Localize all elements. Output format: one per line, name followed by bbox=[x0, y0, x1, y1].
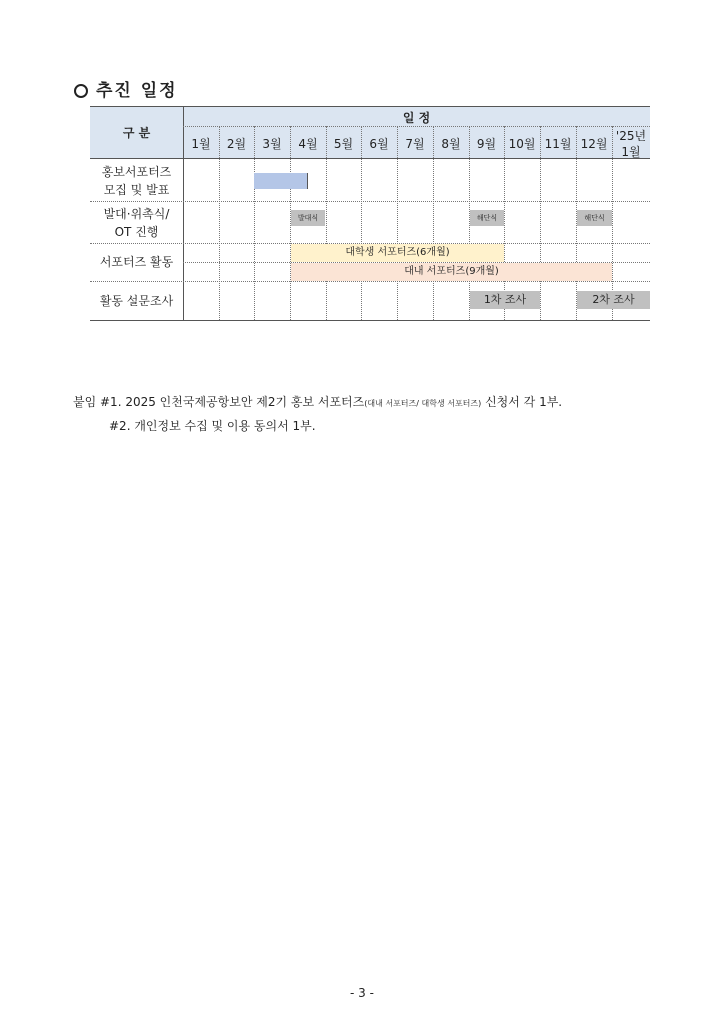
univ-supporters-bar: 대학생 서포터즈(6개월) bbox=[291, 244, 504, 262]
month-header: 1월 bbox=[191, 137, 211, 151]
grid-line bbox=[90, 281, 650, 282]
grid-line bbox=[90, 106, 650, 107]
month-header: 12월 bbox=[580, 137, 608, 151]
row-label-recruit bbox=[90, 163, 183, 199]
grid-line bbox=[90, 201, 650, 202]
grid-line bbox=[433, 126, 434, 320]
month-header-next-year-month: 1월 bbox=[621, 145, 641, 159]
schedule-table bbox=[90, 106, 650, 320]
month-header: 2월 bbox=[226, 137, 247, 151]
grid-line bbox=[90, 158, 650, 159]
attachment-note: (대내 서포터즈/ 대학생 서포터즈) bbox=[364, 399, 482, 408]
grid-line bbox=[254, 126, 255, 320]
dissolve-ceremony-bar: 해단식 bbox=[470, 210, 504, 226]
dissolve-ceremony-bar: 해단식 bbox=[577, 210, 612, 226]
grid-line bbox=[326, 126, 327, 320]
survey-first-bar: 1차 조사 bbox=[470, 291, 540, 309]
header-category: 구 분 bbox=[122, 126, 151, 140]
month-header: 4월 bbox=[298, 137, 318, 151]
month-header: 7월 bbox=[405, 137, 425, 151]
row-label-line: 발대·위촉식/ bbox=[103, 207, 170, 221]
month-header: 9월 bbox=[476, 137, 497, 151]
row-label-ceremony bbox=[90, 205, 183, 241]
circle-bullet-icon bbox=[74, 84, 88, 98]
row-label-line: 모집 및 발표 bbox=[103, 183, 170, 197]
row-label-line: 서포터즈 활동 bbox=[99, 255, 174, 269]
row-label-line: OT 진행 bbox=[114, 225, 159, 239]
internal-supporters-bar: 대내 서포터즈(9개월) bbox=[291, 263, 612, 281]
grid-line bbox=[183, 126, 650, 127]
attachment-text: 붙임 #1. 2025 인천국제공항보안 제2기 홍보 서포터즈 bbox=[73, 395, 365, 409]
month-header: 3월 bbox=[262, 137, 282, 151]
grid-line bbox=[219, 126, 220, 320]
attachment-text: 신청서 각 1부. bbox=[481, 395, 563, 409]
month-header: 8월 bbox=[441, 137, 461, 151]
grid-line bbox=[361, 126, 362, 320]
attachment-line-2: #2. 개인정보 수집 및 이용 동의서 1부. bbox=[109, 419, 316, 433]
month-header: 11월 bbox=[544, 137, 572, 151]
page-number: - 3 - bbox=[350, 986, 374, 1000]
month-header: 6월 bbox=[369, 137, 389, 151]
recruit-period-bar bbox=[254, 173, 308, 189]
month-header-next-year: '25년 bbox=[615, 129, 647, 143]
row-label-survey bbox=[90, 292, 183, 310]
month-header: 5월 bbox=[333, 137, 354, 151]
grid-line bbox=[397, 126, 398, 320]
launch-ceremony-bar: 발대식 bbox=[291, 210, 325, 226]
grid-line bbox=[540, 126, 541, 320]
row-label-line: 활동 설문조사 bbox=[99, 294, 174, 308]
row-label-line: 홍보서포터즈 bbox=[101, 165, 172, 179]
survey-second-bar: 2차 조사 bbox=[577, 291, 650, 309]
attachment-line-1 bbox=[73, 393, 562, 410]
row-label-activity bbox=[90, 253, 183, 271]
grid-line bbox=[90, 320, 650, 321]
section-title bbox=[74, 76, 178, 101]
header-schedule: 일 정 bbox=[402, 111, 431, 125]
section-title-text: 추진 일정 bbox=[96, 81, 178, 101]
month-header: 10월 bbox=[508, 137, 536, 151]
